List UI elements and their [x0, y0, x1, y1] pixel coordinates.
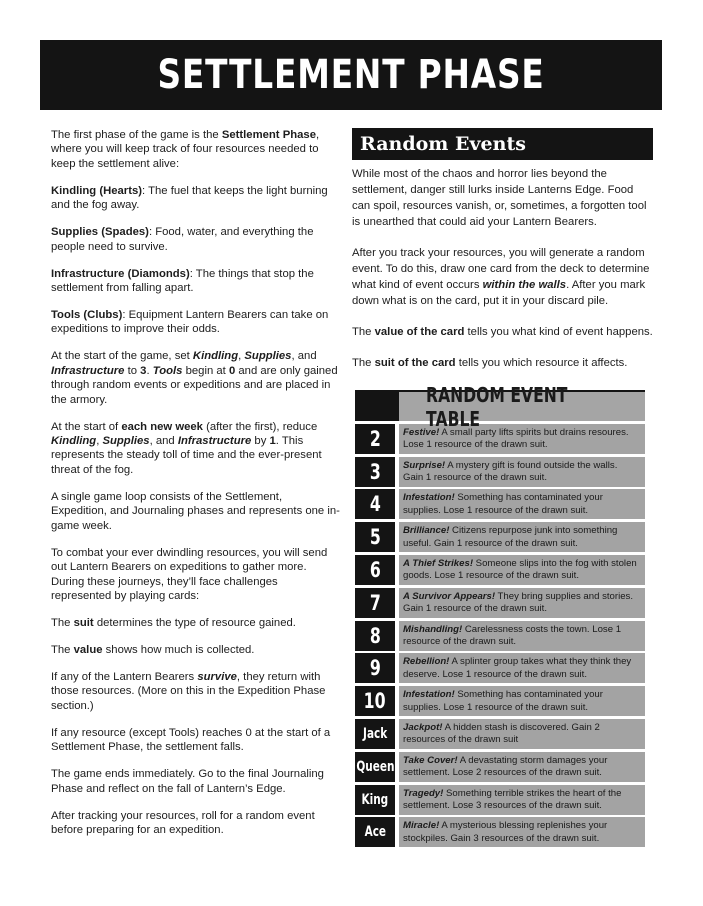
- week-bold: each new week: [121, 420, 203, 433]
- event-name: A Thief Strikes!: [403, 557, 474, 569]
- event-description: [399, 555, 645, 585]
- event-effect: Something terrible strikes the heart of the settlement. Lose 3 resources of the drawn suit.: [403, 787, 622, 811]
- after-paragraph: After tracking your resources, roll for a random event before preparing for an expedition.: [51, 809, 315, 836]
- event-effect: A mystery gift is found outside the walls. Gain 1 resource of the drawn suit.: [403, 459, 618, 483]
- week-sep: ,: [96, 435, 103, 448]
- start-value: 0: [228, 364, 236, 377]
- table-row: [355, 653, 645, 683]
- event-name: Tragedy!: [403, 787, 444, 799]
- survive-bold: survive: [197, 670, 237, 683]
- right-column: [352, 128, 653, 386]
- table-header: [355, 382, 645, 431]
- survive-text: If any of the Lantern Bearers: [51, 670, 198, 683]
- start-tools: Tools: [152, 364, 183, 377]
- card-value: 10: [355, 686, 395, 716]
- event-name: Surprise!: [403, 459, 446, 471]
- event-description: [399, 522, 645, 552]
- event-description: [399, 686, 645, 716]
- tools-label: Tools (Clubs): [51, 309, 123, 322]
- card-value: 7: [355, 588, 395, 618]
- event-effect: Something has contaminated your supplies. Lose 1 resource of the drawn suit.: [403, 492, 603, 516]
- draw-text-end: . After you mark down what is on the card, put it in your discard pile.: [352, 279, 646, 307]
- card-value: 9: [355, 653, 395, 683]
- event-description: [399, 719, 645, 749]
- random-events-value: [352, 324, 653, 340]
- random-events-suit: [352, 355, 653, 371]
- start-value: 3: [140, 364, 147, 377]
- card-value: Jack: [355, 719, 395, 749]
- suit-text-end: determines the type of resource gained.: [93, 616, 296, 629]
- kindling-label: Kindling (Hearts): [51, 184, 143, 197]
- event-effect: Something has contaminated your supplies. Lose 1 resource of the drawn suit.: [403, 689, 603, 713]
- infrastructure-label: Infrastructure (Diamonds): [51, 267, 190, 280]
- table-row: [355, 621, 645, 651]
- week-sep: , and: [149, 435, 178, 448]
- event-description: [399, 785, 645, 815]
- card-value: Ace: [355, 817, 395, 847]
- week-text: (after the first), reduce: [202, 420, 318, 433]
- intro-paragraph: [51, 128, 341, 171]
- table-title-text: RANDOM EVENT TABLE: [426, 382, 568, 431]
- card-value: Queen: [355, 752, 395, 782]
- table-title: [399, 382, 645, 431]
- event-name: A Survivor Appears!: [403, 590, 496, 602]
- intro-text: The first phase of the game is the: [51, 129, 222, 141]
- event-description: [399, 457, 645, 487]
- start-sep: ,: [238, 350, 245, 363]
- start-text: to: [124, 364, 141, 377]
- event-description: [399, 653, 645, 683]
- event-name: Take Cover!: [403, 754, 458, 766]
- event-effect: A splinter group takes what they think they deserve. Lose 1 resource of the drawn suit.: [403, 656, 632, 680]
- event-effect: A hidden stash is discovered. Gain 2 resources of the drawn suit: [403, 721, 600, 746]
- event-effect: A small party lifts spirits but drains resoures. Lose 1 resource of the drawn suit.: [403, 426, 629, 451]
- week-text: At the start of: [51, 420, 122, 433]
- draw-bold: within the walls: [482, 279, 567, 291]
- random-events-header: Random Events: [352, 128, 653, 160]
- table-rows: [355, 424, 645, 848]
- event-effect: Someone slips into the fog with stolen goods. Lose 1 resource of the drawn suit.: [403, 557, 637, 582]
- card-value: King: [355, 785, 395, 815]
- event-effect: A devastating storm damages your settlement. Lose 2 resources of the drawn suit.: [403, 754, 608, 779]
- event-description: [399, 817, 645, 847]
- table-corner: [355, 390, 399, 421]
- intro-bold: Settlement Phase: [221, 129, 316, 141]
- value-text: The: [51, 643, 74, 656]
- card-value: 2: [355, 424, 395, 454]
- event-name: Brilliance!: [403, 525, 450, 537]
- week-text-end: . This represents the steady toll of time and the ever-present threat of the fog.: [51, 435, 322, 476]
- kindling-paragraph: [51, 184, 341, 213]
- suit-card-text-end: tells you which resource it affects.: [455, 357, 628, 369]
- value-card-text: The: [352, 326, 375, 338]
- event-name: Infestation!: [403, 689, 455, 701]
- start-text: At the start of the game, set: [51, 350, 193, 363]
- event-name: Rebellion!: [403, 656, 450, 668]
- random-event-table: [355, 382, 645, 847]
- intro-text-end: , where you will keep track of four resources needed to keep the settlement alive:: [51, 129, 320, 170]
- week-value: 1: [269, 435, 276, 448]
- card-value: 6: [355, 555, 395, 585]
- start-infrastructure: Infrastructure: [51, 364, 125, 377]
- event-description: [399, 621, 645, 651]
- start-sep: , and: [291, 350, 317, 363]
- table-row: [355, 489, 645, 519]
- zero-paragraph: If any resource (except Tools) reaches 0 at the start of a Settlement Phase, the settlement falls.: [51, 726, 331, 754]
- random-events-draw: [352, 245, 653, 309]
- table-row: [355, 555, 645, 585]
- start-supplies: Supplies: [244, 350, 292, 363]
- suit-card-text: The: [352, 357, 375, 369]
- supplies-paragraph: [51, 225, 341, 254]
- game-loop-paragraph: A single game loop consists of the Settlement, Expedition, and Journaling phases and represents one in-game week.: [51, 490, 340, 532]
- supplies-text: : Food, water, and everything the people need to survive.: [51, 226, 314, 253]
- event-description: [399, 489, 645, 519]
- ends-paragraph: The game ends immediately. Go to the final Journaling Phase and reflect on the fall of Lantern’s Edge.: [51, 768, 324, 795]
- card-value: 4: [355, 489, 395, 519]
- table-row: [355, 817, 645, 847]
- random-events-intro: While most of the chaos and horror lies beyond the settlement, danger still lurks inside Lanterns Edge. Food can spoil, resources vanish, or, sometimes, a forgotten tool is unearthed that could aid your Lantern Bearers.: [352, 168, 647, 228]
- combat-paragraph: To combat your ever dwindling resources, you will send out Lantern Bearers on expeditions to gather more. During these journeys, they’ll face challenges represented by playing cards:: [51, 546, 328, 602]
- week-supplies: Supplies: [102, 435, 150, 448]
- start-paragraph: [51, 349, 341, 407]
- infrastructure-paragraph: [51, 267, 341, 296]
- start-text-end: and are only gained through random events or expeditions and are placed in the armory.: [51, 364, 338, 406]
- week-infrastructure: Infrastructure: [177, 435, 252, 448]
- value-paragraph: [51, 643, 341, 657]
- table-row: [355, 752, 645, 782]
- suit-card-bold: suit of the card: [374, 357, 456, 369]
- value-card-text-end: tells you what kind of event happens.: [464, 326, 653, 338]
- page-title: SETTLEMENT PHASE: [157, 52, 545, 98]
- suit-bold: suit: [73, 616, 94, 629]
- tools-text: : Equipment Lantern Bearers can take on expeditions to improve their odds.: [51, 309, 329, 336]
- event-effect: Carelessness costs the town. Lose 1 resource of the drawn suit.: [403, 623, 622, 647]
- start-kindling: Kindling: [192, 350, 239, 363]
- suit-text: The: [51, 616, 74, 629]
- event-effect: They bring supplies and stories. Gain 1 resource of the drawn suit.: [403, 590, 634, 615]
- survive-text-end: , they return with those resources. (More on this in the Expedition Phase section.): [51, 670, 326, 712]
- suit-paragraph: [51, 616, 341, 630]
- left-column: [51, 128, 341, 850]
- tools-paragraph: [51, 308, 341, 337]
- card-value: 3: [355, 457, 395, 487]
- week-paragraph: [51, 420, 341, 478]
- table-row: [355, 719, 645, 749]
- value-card-bold: value of the card: [374, 326, 465, 338]
- event-name: Festive!: [403, 426, 440, 438]
- event-name: Infestation!: [403, 492, 455, 504]
- table-row: [355, 588, 645, 618]
- card-value: 5: [355, 522, 395, 552]
- event-name: Miracle!: [403, 820, 440, 832]
- week-text: by: [251, 435, 270, 448]
- week-kindling: Kindling: [51, 435, 97, 448]
- draw-text: After you track your resources, you will generate a random event. To do this, draw one card from the deck to determine what kind of event occurs: [352, 247, 650, 291]
- event-effect: Citizens repurpose junk into something useful. Gain 1 resource of the drawn suit.: [403, 525, 618, 549]
- start-sep: .: [146, 364, 153, 377]
- event-description: [399, 588, 645, 618]
- kindling-text: : The fuel that keeps the light burning and the fog away.: [51, 184, 328, 212]
- table-row: [355, 785, 645, 815]
- survive-paragraph: [51, 670, 341, 713]
- table-row: [355, 686, 645, 716]
- card-value: 8: [355, 621, 395, 651]
- event-effect: A mysterious blessing replenishes your stockpiles. Gain 3 resources of the drawn suit.: [403, 820, 608, 844]
- value-bold: value: [73, 643, 103, 656]
- table-row: [355, 457, 645, 487]
- event-name: Mishandling!: [403, 623, 463, 635]
- event-name: Jackpot!: [403, 721, 443, 733]
- start-text: begin at: [182, 364, 229, 377]
- infrastructure-text: : The things that stop the settlement from falling apart.: [51, 267, 314, 295]
- page-banner: [40, 40, 662, 110]
- value-text-end: shows how much is collected.: [102, 643, 255, 656]
- supplies-label: Supplies (Spades): [51, 226, 149, 239]
- event-description: [399, 752, 645, 782]
- table-row: [355, 522, 645, 552]
